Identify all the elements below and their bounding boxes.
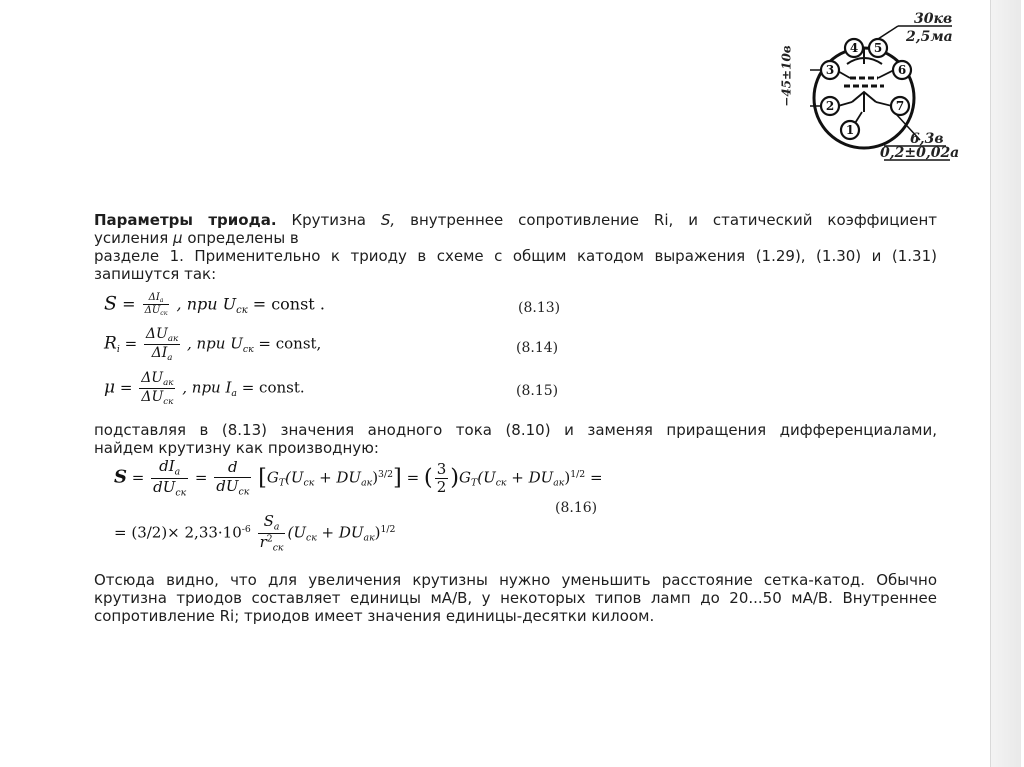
e814-num-sub: ак <box>167 334 179 345</box>
e816-paren-close: ) <box>372 468 379 487</box>
e813-fraction <box>143 292 170 318</box>
e816-g-sub: T <box>278 477 286 489</box>
e816-f1-num-sub: а <box>174 466 181 478</box>
eq-number-8-15: (8.15) <box>516 383 559 399</box>
pin-label-1: 1 <box>845 123 855 137</box>
e816-f1-den-sub: ск <box>175 487 187 499</box>
e816-lhs: S <box>114 466 127 488</box>
e816-exp-2: 1/2 <box>570 468 586 480</box>
pin-label-4: 4 <box>849 41 859 55</box>
e814-den-sub: а <box>167 353 173 364</box>
p1-text-a: Крутизна <box>276 211 381 229</box>
p1-line2-b: определены в <box>182 229 299 247</box>
e816-exp-1: 3/2 <box>378 468 394 480</box>
paragraph-substitution <box>94 421 937 457</box>
e816-f3-num: 3 <box>436 459 447 478</box>
e816-fraction-4 <box>258 513 286 554</box>
p1-line-2 <box>94 229 937 247</box>
equation-8-14: $R_i$ = $\frac{\Delta U_{ак}}{\Delta I_а}$ , npu $U_{ск}$ = const, <box>104 326 322 364</box>
p3-line-3: сопротивление Ri; триодов имеет значения единицы-десятки килоом. <box>94 607 655 625</box>
paragraph-triode-parameters <box>94 211 937 283</box>
p1-line2-a: усиления <box>94 229 174 247</box>
e816-paren-body: (U <box>285 468 304 487</box>
p3-line-1: Отсюда видно, что для увеличения крутизны нужно уменьшить расстояние сетка-катод. Обычно <box>94 571 937 589</box>
e816-g: G <box>266 468 279 487</box>
e816-f2-den: dU <box>216 476 239 495</box>
eq-number-8-14: (8.14) <box>516 340 559 356</box>
p1-line-3: разделе 1. Применительно к триоду в схеме с общим катодом выражения (1.29), (1.30) и (1.31) <box>94 247 937 265</box>
p1-line-4: запишутся так: <box>94 265 217 283</box>
e813-cond: , npu U <box>176 294 237 314</box>
e814-cond: , npu U <box>186 334 243 353</box>
anode-current-label: 2,5ма <box>906 29 953 45</box>
equation-8-16-line-2: = $(3/2)\times 2,33\cdot 10^{-6}$ $\frac{S_а}{r^2_{ск}}$ $(U_{ск} + DU_{ак})^{1/2}$ <box>114 512 396 554</box>
e816-f4-den-sub: ск <box>272 542 284 554</box>
heater-current-label: 0,2±0,02а <box>880 145 960 161</box>
e815-lhs: μ <box>104 377 116 398</box>
p2-line-1: подставляя в (8.13) значения анодного тока (8.10) и заменяя приращения дифференциалами, <box>94 421 937 439</box>
p1-heading: Параметры триода. <box>94 211 277 229</box>
p1-symbol-mu: μ <box>173 229 183 247</box>
e814-fraction <box>144 326 180 363</box>
e813-cond-sub: ск <box>236 304 248 316</box>
e816-f2-num: d <box>227 458 238 477</box>
equation-8-15: μ = $\frac{\Delta U_{ак}}{\Delta U_{ск}}$ , npu $I_а$ = const. <box>104 370 305 408</box>
heater-voltage-label: 6,3в <box>910 131 944 147</box>
e815-cond-sub: а <box>231 387 237 399</box>
e816-line2-coef: = (3/2)× 2,33·10 <box>114 523 242 542</box>
e814-den: ΔI <box>151 345 168 362</box>
e813-den-sub: ск <box>160 310 168 318</box>
e815-rhs: = const. <box>236 378 305 397</box>
e816-fraction-1 <box>151 458 188 499</box>
e816-line2-exp: -6 <box>241 523 251 535</box>
e813-lhs: S <box>104 292 118 315</box>
e816-f4-num-sub: а <box>273 521 280 533</box>
e816-f3-den: 2 <box>436 477 447 496</box>
pin-label-7: 7 <box>895 99 905 113</box>
e814-lhs: R <box>104 333 117 354</box>
e813-rhs: = const . <box>247 294 325 314</box>
e816-plus: + DU <box>314 468 362 487</box>
paragraph-conclusion <box>94 571 937 625</box>
e815-den-sub: ск <box>163 397 174 408</box>
p1-symbol-s: S, <box>380 211 396 229</box>
tube-pinout-diagram <box>779 11 972 170</box>
equation-8-16-line-1: S = $\frac{dI_а}{dU_{ск}}$ = $\frac{d}{dU_{ск}}$ $[G_T(U_{ск} + DU_{ак})^{3/2}]$ = ( $\frac{3}{2}$ )$G_T(U_{ск} + DU_{ак})^{1/2}$ = <box>114 457 603 499</box>
e813-num: ΔI <box>148 292 160 303</box>
e816-fraction-3 <box>435 461 449 497</box>
grid-bias-label: −45±10в <box>779 45 794 107</box>
e816-du-sub: ак <box>361 477 373 489</box>
e816-f4-den-sup: 2 <box>266 533 273 545</box>
p3-line-2: крутизна триодов составляет единицы мА/В, у некоторых типов ламп до 20...50 мА/В. Внутреннее <box>94 589 937 607</box>
e816-f1-den: dU <box>153 477 176 496</box>
pin-label-5: 5 <box>873 41 883 55</box>
e815-den: ΔU <box>141 389 164 406</box>
e816-bracket-close: ] <box>393 464 402 491</box>
slide-frame-edge <box>990 0 1021 767</box>
p1-text-b: внутреннее сопротивление Ri, и статический коэффициент <box>395 211 937 229</box>
e815-num-sub: ак <box>163 378 174 389</box>
equation-8-13: S = $\frac{\Delta I_а}{\Delta U_{ск}}$ , npu $U_{ск}$ = const . <box>104 292 325 318</box>
e816-bracket-open: [ <box>258 464 267 491</box>
eq-number-8-16: (8.16) <box>555 500 598 516</box>
anode-voltage-label: 30кв <box>914 11 953 27</box>
e814-rhs: = const, <box>253 334 322 353</box>
e816-f2-den-sub: ск <box>238 485 250 497</box>
pin-label-3: 3 <box>825 63 835 77</box>
e816-f4-num: S <box>263 512 274 530</box>
p2-line-2: найдем крутизну как производную: <box>94 439 379 457</box>
e816-u-sub: ск <box>303 477 315 489</box>
pin-label-6: 6 <box>897 63 907 77</box>
e814-lhs-sub: i <box>116 343 120 355</box>
e813-den: ΔU <box>144 305 161 317</box>
e816-f1-num: dI <box>159 457 175 475</box>
pin-label-2: 2 <box>825 99 835 113</box>
e813-num-sub: а <box>159 297 164 305</box>
e815-fraction <box>139 370 175 407</box>
e814-num: ΔU <box>145 326 168 342</box>
p1-line-1 <box>94 211 937 229</box>
e814-cond-sub: ск <box>242 343 254 355</box>
e816-f4-den: r <box>259 532 267 551</box>
e816-fraction-2 <box>214 459 251 497</box>
e815-num: ΔU <box>141 370 164 386</box>
e815-cond: , npu I <box>182 378 232 397</box>
eq-number-8-13: (8.13) <box>518 300 561 316</box>
